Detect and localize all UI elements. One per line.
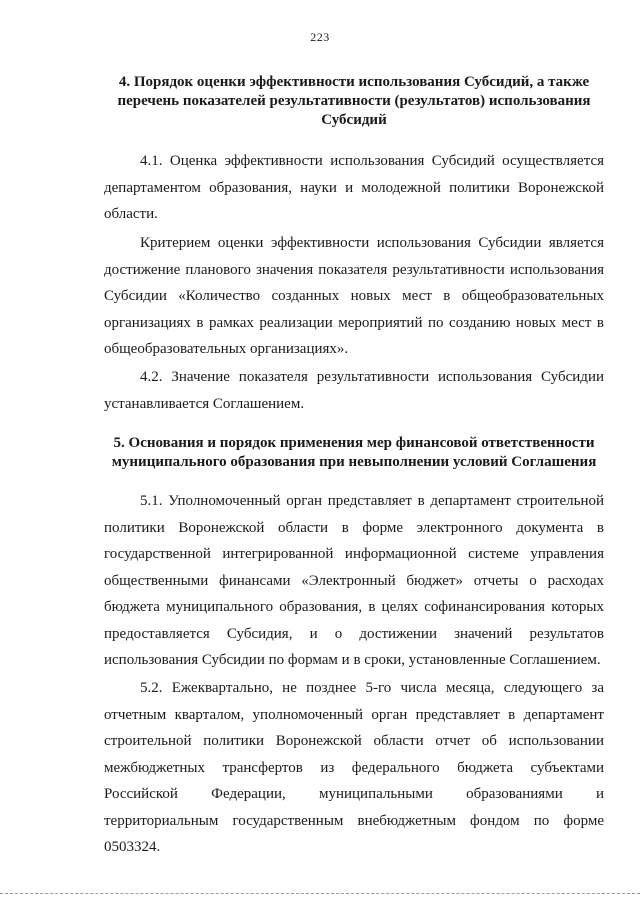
- paragraph-5-1: 5.1. Уполномоченный орган представляет в департамент строительной политики Воронежской области в форме электронного документа в государственной интегрированной информационной системе управления общественными финансами «Электронный бюджет» отчеты о расходах бюджета муниципального образования, в целях софинансирования которых предоставляется Субсидия, и о достижении значений результатов использования Субсидии по формам и в сроки, установленные Соглашением.: [104, 493, 604, 668]
- page-bottom-border: [0, 893, 640, 894]
- section-5-heading: 5. Основания и порядок применения мер финансовой ответственности муниципального образования при невыполнении условий Соглашения: [111, 435, 597, 470]
- paragraph-5-2: 5.2. Ежеквартально, не позднее 5-го числа месяца, следующего за отчетным кварталом, уполномоченный орган представляет в департамент строительной политики Воронежской области отчет об использовании межбюджетных трансфертов из федерального бюджета субъектами Российской Федерации, муниципальными образованиями и территориальным государственным внебюджетным фондом по форме 0503324.: [104, 680, 604, 855]
- paragraph-4-2: 4.2. Значение показателя результативности использования Субсидии устанавливается Соглашением.: [104, 369, 604, 412]
- section-4-heading: 4. Порядок оценки эффективности использования Субсидий, а также перечень показателей результативности (результатов) использования Субсидий: [117, 74, 591, 128]
- paragraph-criterion: Критерием оценки эффективности использования Субсидии является достижение планового значения показателя результативности использования Субсидии «Количество созданных новых мест в общеобразовательных организациях в рамках реализации мероприятий по созданию новых мест в общеобразовательных организациях».: [104, 235, 604, 357]
- paragraph-4-1: 4.1. Оценка эффективности использования Субсидий осуществляется департаментом образования, науки и молодежной политики Воронежской области.: [104, 153, 604, 222]
- page-number: 223: [310, 30, 330, 44]
